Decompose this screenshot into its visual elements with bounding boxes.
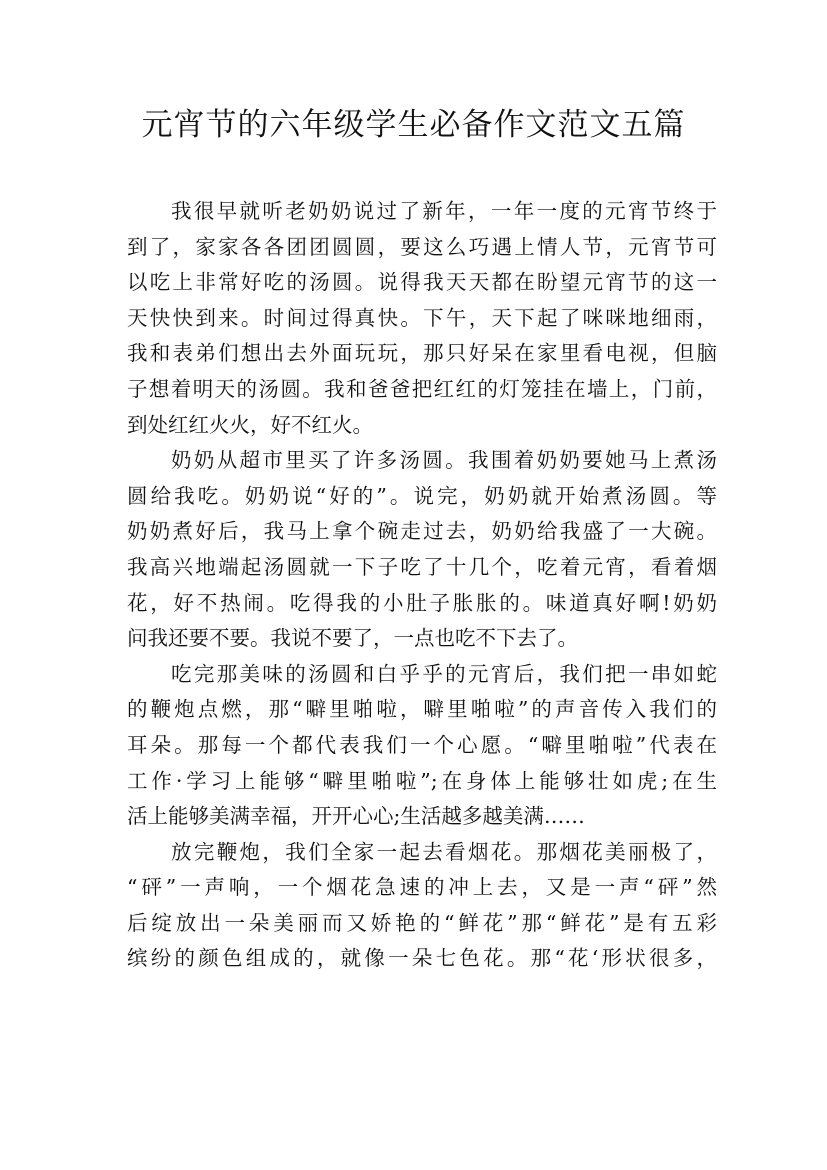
paragraph-line: 天快快到来。时间过得真快。下午，天下起了咪咪地细雨， <box>127 305 717 330</box>
document-title: 元宵节的六年级学生必备作文范文五篇 <box>141 107 686 143</box>
paragraph-line: 后绽放出一朵美丽而又娇艳的“鲜花”那“鲜花”是有五彩 <box>127 910 717 935</box>
paragraph-3 <box>127 657 717 835</box>
paragraph-line: 耳朵。那每一个都代表我们一个心愿。“噼里啪啦”代表在 <box>127 732 717 757</box>
paragraph-line: 我高兴地端起汤圆就一下子吃了十几个，吃着元宵，看着烟 <box>127 554 717 579</box>
paragraph-line: 到处红红火火，好不红火。 <box>127 412 373 437</box>
paragraph-line: 的鞭炮点燃，那“噼里啪啦，噼里啪啦”的声音传入我们的 <box>127 697 717 722</box>
paragraph-line: 放完鞭炮，我们全家一起去看烟花。那烟花美丽极了， <box>171 839 717 864</box>
paragraph-line: 缤纷的颜色组成的，就像一朵七色花。那“花‘形状很多， <box>127 946 717 971</box>
paragraph-line: 工作·学习上能够“噼里啪啦”;在身体上能够壮如虎;在生 <box>127 768 717 793</box>
paragraph-4 <box>127 835 717 977</box>
paragraph-line: 花，好不热闹。吃得我的小肚子胀胀的。味道真好啊!奶奶 <box>127 590 717 615</box>
paragraph-line: 我很早就听老奶奶说过了新年，一年一度的元宵节终于 <box>171 199 717 223</box>
paragraph-line: 我和表弟们想出去外面玩玩，那只好呆在家里看电视，但脑 <box>127 341 717 366</box>
paragraph-line: 以吃上非常好吃的汤圆。说得我天天都在盼望元宵节的这一 <box>127 270 717 295</box>
paragraph-1 <box>127 194 717 443</box>
paragraph-2 <box>127 443 717 657</box>
paragraph-line: 子想着明天的汤圆。我和爸爸把红红的灯笼挂在墙上，门前， <box>127 376 717 401</box>
paragraph-line: 活上能够美满幸福，开开心心;生活越多越美满…… <box>127 804 585 829</box>
paragraph-line: “砰”一声响，一个烟花急速的冲上去，又是一声“砰”然 <box>127 875 717 900</box>
paragraph-line: 圆给我吃。奶奶说“好的”。说完，奶奶就开始煮汤圆。等 <box>127 483 717 508</box>
paragraph-line: 到了，家家各各团团圆圆，要这么巧遇上情人节，元宵节可 <box>127 234 717 259</box>
paragraph-line: 奶奶从超市里买了许多汤圆。我围着奶奶要她马上煮汤 <box>171 448 717 473</box>
paragraph-line: 奶奶煮好后，我马上拿个碗走过去，奶奶给我盛了一大碗。 <box>127 519 717 544</box>
document-body <box>127 194 717 977</box>
paragraph-line: 吃完那美味的汤圆和白乎乎的元宵后，我们把一串如蛇 <box>171 661 717 686</box>
paragraph-line: 问我还要不要。我说不要了，一点也吃不下去了。 <box>127 626 578 651</box>
